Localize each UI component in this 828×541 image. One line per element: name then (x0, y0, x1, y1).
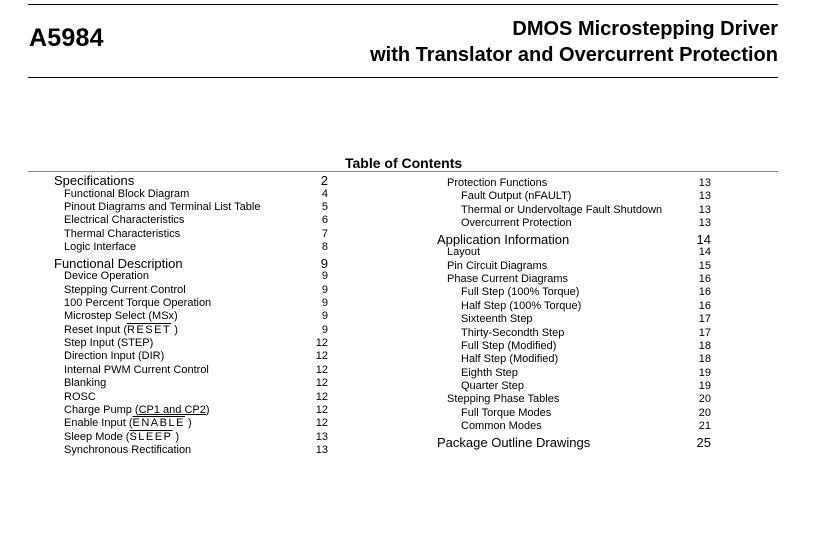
toc-entry-page-number: 9 (321, 270, 328, 283)
toc-entry-page-number: 19 (698, 366, 711, 379)
toc-entry-page-number: 7 (321, 227, 328, 240)
toc-entry-title (64, 270, 149, 283)
toc-entry-title (461, 380, 524, 393)
toc-entry-page-number: 5 (321, 200, 328, 213)
toc-entry-page-number: 20 (698, 406, 711, 419)
toc-entry-title-text: Specifications (54, 173, 135, 188)
toc-entry-page-number: 13 (315, 444, 328, 457)
toc-entry-page-number: 17 (698, 326, 711, 339)
toc-entry-title (64, 284, 186, 297)
toc-entry-title (54, 173, 134, 188)
toc-entry-title (64, 297, 211, 310)
toc-entry-title-text: Quarter Step (461, 380, 524, 393)
toc-entry-title-text: Common Modes (461, 420, 542, 433)
toc-entry-title (64, 214, 184, 227)
toc-entry-title-text: Pinout Diagrams and Terminal List Table (64, 200, 261, 213)
toc-entry-title (64, 337, 153, 350)
toc-entry-title (447, 260, 547, 273)
toc-entry-title-text: Enable Input ( (64, 417, 133, 430)
toc-entry-title-text: Protection Functions (447, 177, 548, 189)
toc-entry-title-text: ROSC (64, 390, 96, 403)
toc-entry-title (461, 313, 533, 326)
toc-entry-title-text: 100 Percent Torque Operation (64, 296, 212, 309)
toc-entry-title-text: Device Operation (64, 270, 149, 283)
toc-entry-page-number: 6 (321, 214, 328, 227)
toc-entry-title-text: Overcurrent Protection (461, 217, 572, 230)
toc-entry-title-text: Internal PWM Current Control (64, 363, 209, 376)
toc-entry-title-text: Sleep Mode ( (64, 430, 130, 443)
toc-entry-title (64, 444, 191, 457)
toc-entry-page-number: 2 (320, 173, 328, 188)
title-line-2: with Translator and Overcurrent Protection (370, 44, 778, 66)
toc-entry-page-number: 13 (698, 217, 711, 230)
toc-entry-title-text: Functional Block Diagram (64, 187, 190, 200)
toc-entry-page-number: 9 (321, 323, 328, 336)
toc-entry-page-number: 13 (315, 430, 328, 443)
toc-entry-title (437, 232, 569, 247)
toc-entry-page-number: 12 (315, 363, 328, 376)
toc-entry-page-number: 12 (315, 404, 328, 417)
toc-entry-overline-signal: ENABLE (132, 417, 185, 430)
toc-entry-title-text: Logic Interface (64, 241, 137, 254)
toc-entry-title (64, 431, 179, 444)
toc-entry-title (461, 340, 556, 353)
toc-entry-title (447, 273, 568, 286)
toc-rule (28, 171, 778, 172)
document-title (370, 16, 778, 68)
toc-entry-title-suffix: ) (172, 430, 180, 443)
header-top-rule (28, 4, 778, 5)
toc-entry-title-text: Sixteenth Step (461, 313, 533, 326)
toc-entry-title (447, 393, 559, 406)
toc-entry-page-number: 20 (698, 393, 711, 406)
toc-entry-title (461, 420, 542, 433)
toc-entry-title-text: Synchronous Rectification (64, 444, 192, 457)
toc-entry-title-text: Thermal Characteristics (64, 227, 181, 240)
toc-entry-title-text: Reset Input ( (64, 323, 127, 336)
toc-entry-title (461, 286, 579, 299)
toc-entry-title (461, 190, 571, 203)
toc-entry-page-number: 12 (315, 350, 328, 363)
toc-entry-page-number: 18 (698, 353, 711, 366)
toc-entry-page-number: 16 (698, 286, 711, 299)
toc-heading: Table of Contents (345, 155, 463, 171)
toc-entry-title-text: Stepping Current Control (64, 283, 186, 296)
toc-entry-page-number: 9 (321, 296, 328, 309)
toc-entry-page-number: 16 (698, 272, 711, 285)
toc-entry-title-text: Full Torque Modes (461, 406, 552, 419)
toc-entry-title (64, 310, 178, 323)
toc-entry-title (64, 417, 192, 430)
toc-entry-title (64, 228, 180, 241)
toc-entry-title-text: Charge Pump ( (64, 404, 139, 417)
toc-entry-page-number: 12 (315, 377, 328, 390)
toc-entry-page-number: 16 (698, 299, 711, 312)
toc-entry-title (461, 217, 572, 230)
toc-entry-title-suffix: ) (184, 417, 192, 430)
toc-entry-page-number: 12 (315, 390, 328, 403)
toc-entry-page-number: 19 (698, 380, 711, 393)
toc-entry-title (461, 327, 564, 340)
toc-entry-page-number: 8 (321, 241, 328, 254)
toc-entry-title (64, 364, 209, 377)
toc-entry-title (64, 241, 136, 254)
toc-entry-title-text: Blanking (64, 377, 107, 390)
toc-entry-title-text: Package Outline Drawings (437, 434, 591, 450)
toc-entry-title-text: Eighth Step (461, 366, 518, 379)
toc-entry-title-text: Half Step (Modified) (461, 353, 559, 366)
toc-entry-page-number: 25 (696, 434, 711, 450)
toc-entry-page-number: 18 (698, 339, 711, 352)
toc-entry-title-text: Step Input (STEP) (64, 337, 154, 350)
toc-entry-page-number: 4 (321, 187, 328, 200)
toc-entry-title (437, 435, 590, 450)
toc-entry-title-text: Fault Output (nFAULT) (461, 190, 572, 203)
toc-entry-title (64, 201, 260, 214)
toc-entry-page-number: 17 (698, 313, 711, 326)
toc-entry-page-number: 9 (320, 255, 328, 271)
toc-entry-title (64, 377, 106, 390)
toc-entry-title (64, 350, 164, 363)
header-bottom-rule (28, 77, 778, 78)
title-line-1: DMOS Microstepping Driver (512, 18, 778, 40)
toc-entry-page-number: 13 (698, 177, 711, 189)
toc-entry-title (461, 367, 518, 380)
toc-entry-title-text: Layout (447, 246, 481, 259)
toc-entry-title-suffix: ) (205, 404, 210, 417)
toc-entry-title (447, 177, 547, 190)
toc-entry-page-number: 13 (698, 190, 711, 203)
toc-entry-overline-signal: RESET (126, 323, 172, 336)
toc-entry-title-text: Functional Description (54, 255, 183, 271)
toc-entry-title-text: Thermal or Undervoltage Fault Shutdown (461, 203, 663, 216)
toc-entry-page-number: 15 (698, 259, 711, 272)
toc-entry-page-number: 9 (321, 310, 328, 323)
toc-entry-title-text: Half Step (100% Torque) (461, 299, 582, 312)
toc-entry-title (461, 407, 551, 420)
part-number: A5984 (29, 24, 104, 52)
toc-entry-title (64, 404, 210, 417)
toc-entry-title-suffix: ) (171, 323, 178, 336)
toc-entry-title-text: Full Step (Modified) (461, 339, 557, 352)
toc-entry-title (461, 300, 581, 313)
toc-entry-page-number: 14 (696, 231, 711, 247)
toc-entry-page-number: 14 (698, 246, 711, 259)
toc-entry-title-text: Pin Circuit Diagrams (447, 259, 548, 272)
toc-entry-page-number: 9 (321, 283, 328, 296)
toc-entry-title-text: Direction Input (DIR) (64, 350, 165, 363)
toc-entry-title-text: Application Information (437, 231, 570, 247)
toc-entry-title-text: Thirty-Secondth Step (461, 326, 565, 339)
toc-entry-title (64, 324, 178, 337)
toc-entry-underline-signal: CP1 and CP2 (138, 404, 206, 417)
toc-entry-page-number: 13 (698, 203, 711, 216)
toc-entry-title-text: Electrical Characteristics (64, 214, 185, 227)
toc-entry-page-number: 21 (698, 420, 711, 433)
toc-entry-title-text: Full Step (100% Torque) (461, 286, 580, 299)
toc-entry-title (461, 204, 662, 217)
toc-entry-page-number: 12 (315, 417, 328, 430)
toc-entry-title-text: Stepping Phase Tables (447, 393, 560, 406)
toc-entry-title (64, 391, 96, 404)
toc-entry-title (447, 246, 480, 259)
toc-entry-title-text: Phase Current Diagrams (447, 272, 569, 285)
toc-entry-title-text: Microstep Select (MSx) (64, 310, 178, 323)
toc-entry-page-number: 12 (315, 337, 328, 350)
toc-entry-overline-signal: SLEEP (129, 430, 173, 443)
toc-entry-title (461, 353, 558, 366)
toc-entry-title (54, 256, 183, 271)
toc-entry-title (64, 188, 189, 201)
